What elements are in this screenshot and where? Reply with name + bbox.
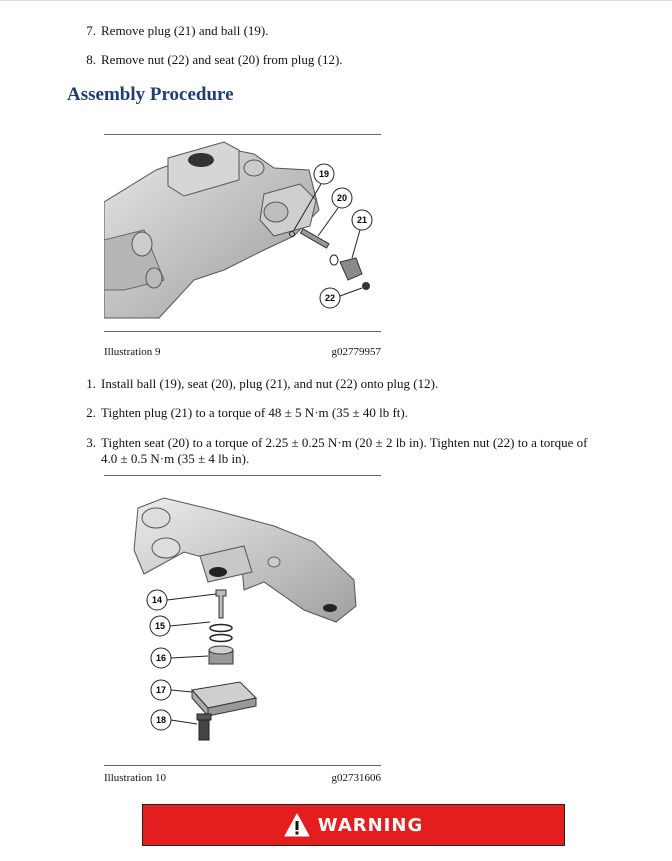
callout-19: 19 bbox=[318, 169, 330, 179]
warning-banner bbox=[142, 804, 565, 846]
figure-top-rule bbox=[104, 475, 381, 476]
callout-14: 14 bbox=[151, 595, 163, 605]
illustration-10-caption: Illustration 10 bbox=[104, 772, 167, 784]
figure-bottom-rule bbox=[104, 765, 381, 766]
illustration-10-image bbox=[104, 490, 381, 760]
callout-20: 20 bbox=[336, 193, 348, 203]
callout-16: 16 bbox=[155, 653, 167, 663]
illustration-9-image bbox=[104, 140, 381, 326]
step-number: 3. bbox=[86, 435, 96, 450]
callout-21: 21 bbox=[356, 215, 368, 225]
callout-18: 18 bbox=[155, 715, 167, 725]
illustration-9-id: g02779957 bbox=[331, 346, 381, 358]
step-text: Install ball (19), seat (20), plug (21), and nut (22) onto plug (12). bbox=[101, 376, 439, 391]
page-top-border bbox=[0, 0, 672, 1]
warning-triangle-icon bbox=[284, 813, 310, 837]
step-text: Tighten seat (20) to a torque of 2.25 ± 0.25 N·m (20 ± 2 lb in). Tighten nut (22) to a torque of 4.0 ± 0.5 N·m (35 ± 4 lb in). bbox=[101, 435, 588, 466]
figure-bottom-rule bbox=[104, 331, 381, 332]
illustration-10-id: g02731606 bbox=[331, 772, 381, 784]
step-number: 7. bbox=[86, 23, 96, 38]
step-text: Remove nut (22) and seat (20) from plug (12). bbox=[101, 52, 343, 67]
step-number: 8. bbox=[86, 52, 96, 67]
callout-22: 22 bbox=[324, 293, 336, 303]
step-text: Remove plug (21) and ball (19). bbox=[101, 23, 269, 38]
step-number: 1. bbox=[86, 376, 96, 391]
step-text: Tighten plug (21) to a torque of 48 ± 5 N·m (35 ± 40 lb ft). bbox=[101, 405, 408, 420]
callout-15: 15 bbox=[154, 621, 166, 631]
callout-17: 17 bbox=[155, 685, 167, 695]
figure-top-rule bbox=[104, 134, 381, 135]
section-heading: Assembly Procedure bbox=[67, 84, 234, 105]
step-number: 2. bbox=[86, 405, 96, 420]
warning-label: WARNING bbox=[317, 814, 424, 836]
illustration-9-caption: Illustration 9 bbox=[104, 346, 161, 358]
